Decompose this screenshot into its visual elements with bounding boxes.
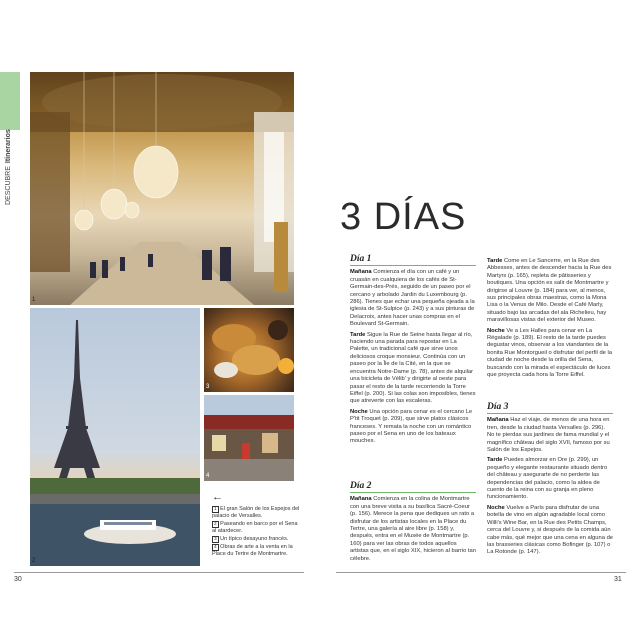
morning-paragraph [487,417,613,454]
night-paragraph [487,328,613,380]
time-label: Tarde [487,258,503,264]
caption-number: 1 [214,507,217,512]
section-label [5,129,12,205]
section-tab [0,72,20,130]
day-heading: Día 3 [487,404,613,414]
day-heading: Día 1 [350,256,476,266]
day-3-section [487,404,613,560]
paragraph-text: Vuelve a París para disfrutar de una botella de vino en algún agradable local como Willi's Wine Bar, en la Rue des Petits Champs, cerca del Louvre y, si después de la comida aún cabe más, qué mejor que una cena en alguna de las brasseries clásicas como Bofinger (p. 107) o La Rotonde (p. 147). [487,504,614,556]
caption-text: Obras de arte a la venta en la Place du Tertre de Montmartre. [212,543,293,557]
paragraph-text: Come en Le Sancerre, en la Rue des Abbesses, antes de descender hacia la Rue des Martyrs (p. 165), repleta de pâtisseries y boutiques. Una opción es salir de Montmartre y dirigirse al Louvre (p. 184) para ver, al menos, sus principales obras maestras, como la Mona Lisa o la Venus de Milo. Desde el Café Marly, situado bajo las arcadas del ala Richelieu, hay maravillosas vistas del exterior del Museo. [487,258,612,324]
arrow-left-icon: ← [212,491,223,503]
time-label: Noche [487,327,505,334]
day-1-section [350,256,476,449]
paragraph-text: Una opción para cenar es el cercano Le P'tit Troquet (p. 209), que sirve platos clásicos franceses. Y remata la noche con un romántico paseo por el Sena en uno de los bateaux mouches. [350,408,473,445]
caption-text: Paseando en barco por el Sena al atardecer. [212,520,298,534]
paragraph-text: Comienza el día con un café y un cruasán en cualquiera de los cafés de St-Germain-des-Prés, seguido de un paseo por el cercano y arbolado Jardin du Luxembourg (p. 286). Tienes que echar una pequeña ojeada a la iglesia de St-Sulpice (p. 243) y a sus pinturas de Delacroix, antes hacer unas compras en el Boulevard St-Germain. [350,269,475,328]
croissants-illustration [204,308,294,392]
caption-item [212,521,300,535]
page-title: 3 DÍAS [340,196,467,238]
subsection-name: Itinerarios [5,129,12,164]
caption-item [212,506,300,520]
time-label: Noche [350,408,368,415]
paragraph-text: Puedes almorzar en Ore (p. 299), un pequeño y elegante restaurante situado dentro del château y asegurarte de no perderte las dependencias del palacio, como la aldea de cuento de la reina con su granja en pleno funcionamiento. [487,457,608,501]
photo-number: 2 [32,558,36,564]
page-number-left: 30 [14,576,22,583]
afternoon-paragraph [487,258,613,325]
montmartre-illustration [204,395,294,481]
hall-of-mirrors-illustration [30,72,294,305]
time-label: Tarde [350,331,366,338]
eiffel-tower-photo [30,308,200,566]
caption-number: 3 [214,536,217,542]
caption-number: 4 [214,544,217,550]
hall-of-mirrors-photo [30,72,294,305]
photo-number: 4 [206,473,210,479]
day-2-continued [487,258,613,383]
paragraph-text: Haz el viaje, de menos de una hora en tren, desde la ciudad hasta Versalles (p. 296). No te pierdas sus jardines de fama mundial y el magnífico château del siglo XVII, famoso por su Salón de los Espejos. [487,417,610,454]
day-2-section [350,483,476,566]
time-label: Mañana [350,269,372,276]
footer-rule-left [14,572,304,573]
eiffel-tower-illustration [30,308,200,566]
paragraph-text: Sigue la Rue de Seine hasta llegar al río, haciendo una parada para repostar en La Palette, un tradicional café que sirve unos deliciosos croque monsieur. Continúa con un paseo por la Île de la Cité, en la que se encuentra Notre-Dame (p. 78), antes de alquilar una bicicleta de Vélib' y dirigirte al oeste para pasar el resto de la tarde recorriendo la Torre Eiffel (p. 200). Si las colas son imposibles, tienes que atreverte con las escaleras. [350,331,476,405]
caption-item [212,544,300,558]
night-paragraph [350,409,476,446]
afternoon-paragraph [487,457,613,501]
page-number-right: 31 [614,576,622,583]
caption-text: El gran Salón de los Espejos del palacio de Versalles. [212,506,300,519]
paragraph-text: Ve a Les Halles para cenar en La Régalade (p. 189). El resto de la tarde puedes degustar vinos, observar a los viandantes de la bonita Rue Montorgueil o disfrutar del perfil de la ciudad de noche desde la orilla del Sena, buscando con la mirada el espectáculo de luces que proyecta cada hora la Torre Eiffel. [487,327,613,379]
morning-paragraph [350,269,476,328]
croissants-photo [204,308,294,392]
photo-number: 1 [32,297,36,303]
night-paragraph [487,505,613,557]
caption-item [212,536,300,543]
section-name: DESCUBRE [5,166,12,205]
time-label: Mañana [487,417,509,424]
caption-number: 2 [214,521,217,527]
time-label: Tarde [487,457,503,464]
morning-paragraph [350,496,476,563]
montmartre-photo [204,395,294,481]
afternoon-paragraph [350,332,476,406]
footer-rule-right [336,572,626,573]
day-heading: Día 2 [350,483,476,493]
paragraph-text: Comienza en la colina de Montmartre con una breve visita a su basílica Sacré-Coeur (p. 156). Merece la pena que dediques un rato a disfrutar de los artistas locales en la Place du Tertre, una galería al aire libre (p. 158) y, después, entra en el Musée de Montmartre (p. 160) para ver las obras de todos aquellos artistas que, en el siglo XIX, hicieron al barrio tan célebre. [350,496,476,562]
photo-captions [212,506,300,558]
time-label: Mañana [350,496,372,503]
time-label: Noche [487,504,505,511]
caption-text: Un típico desayuno francés. [220,535,289,542]
photo-number: 3 [206,384,210,390]
